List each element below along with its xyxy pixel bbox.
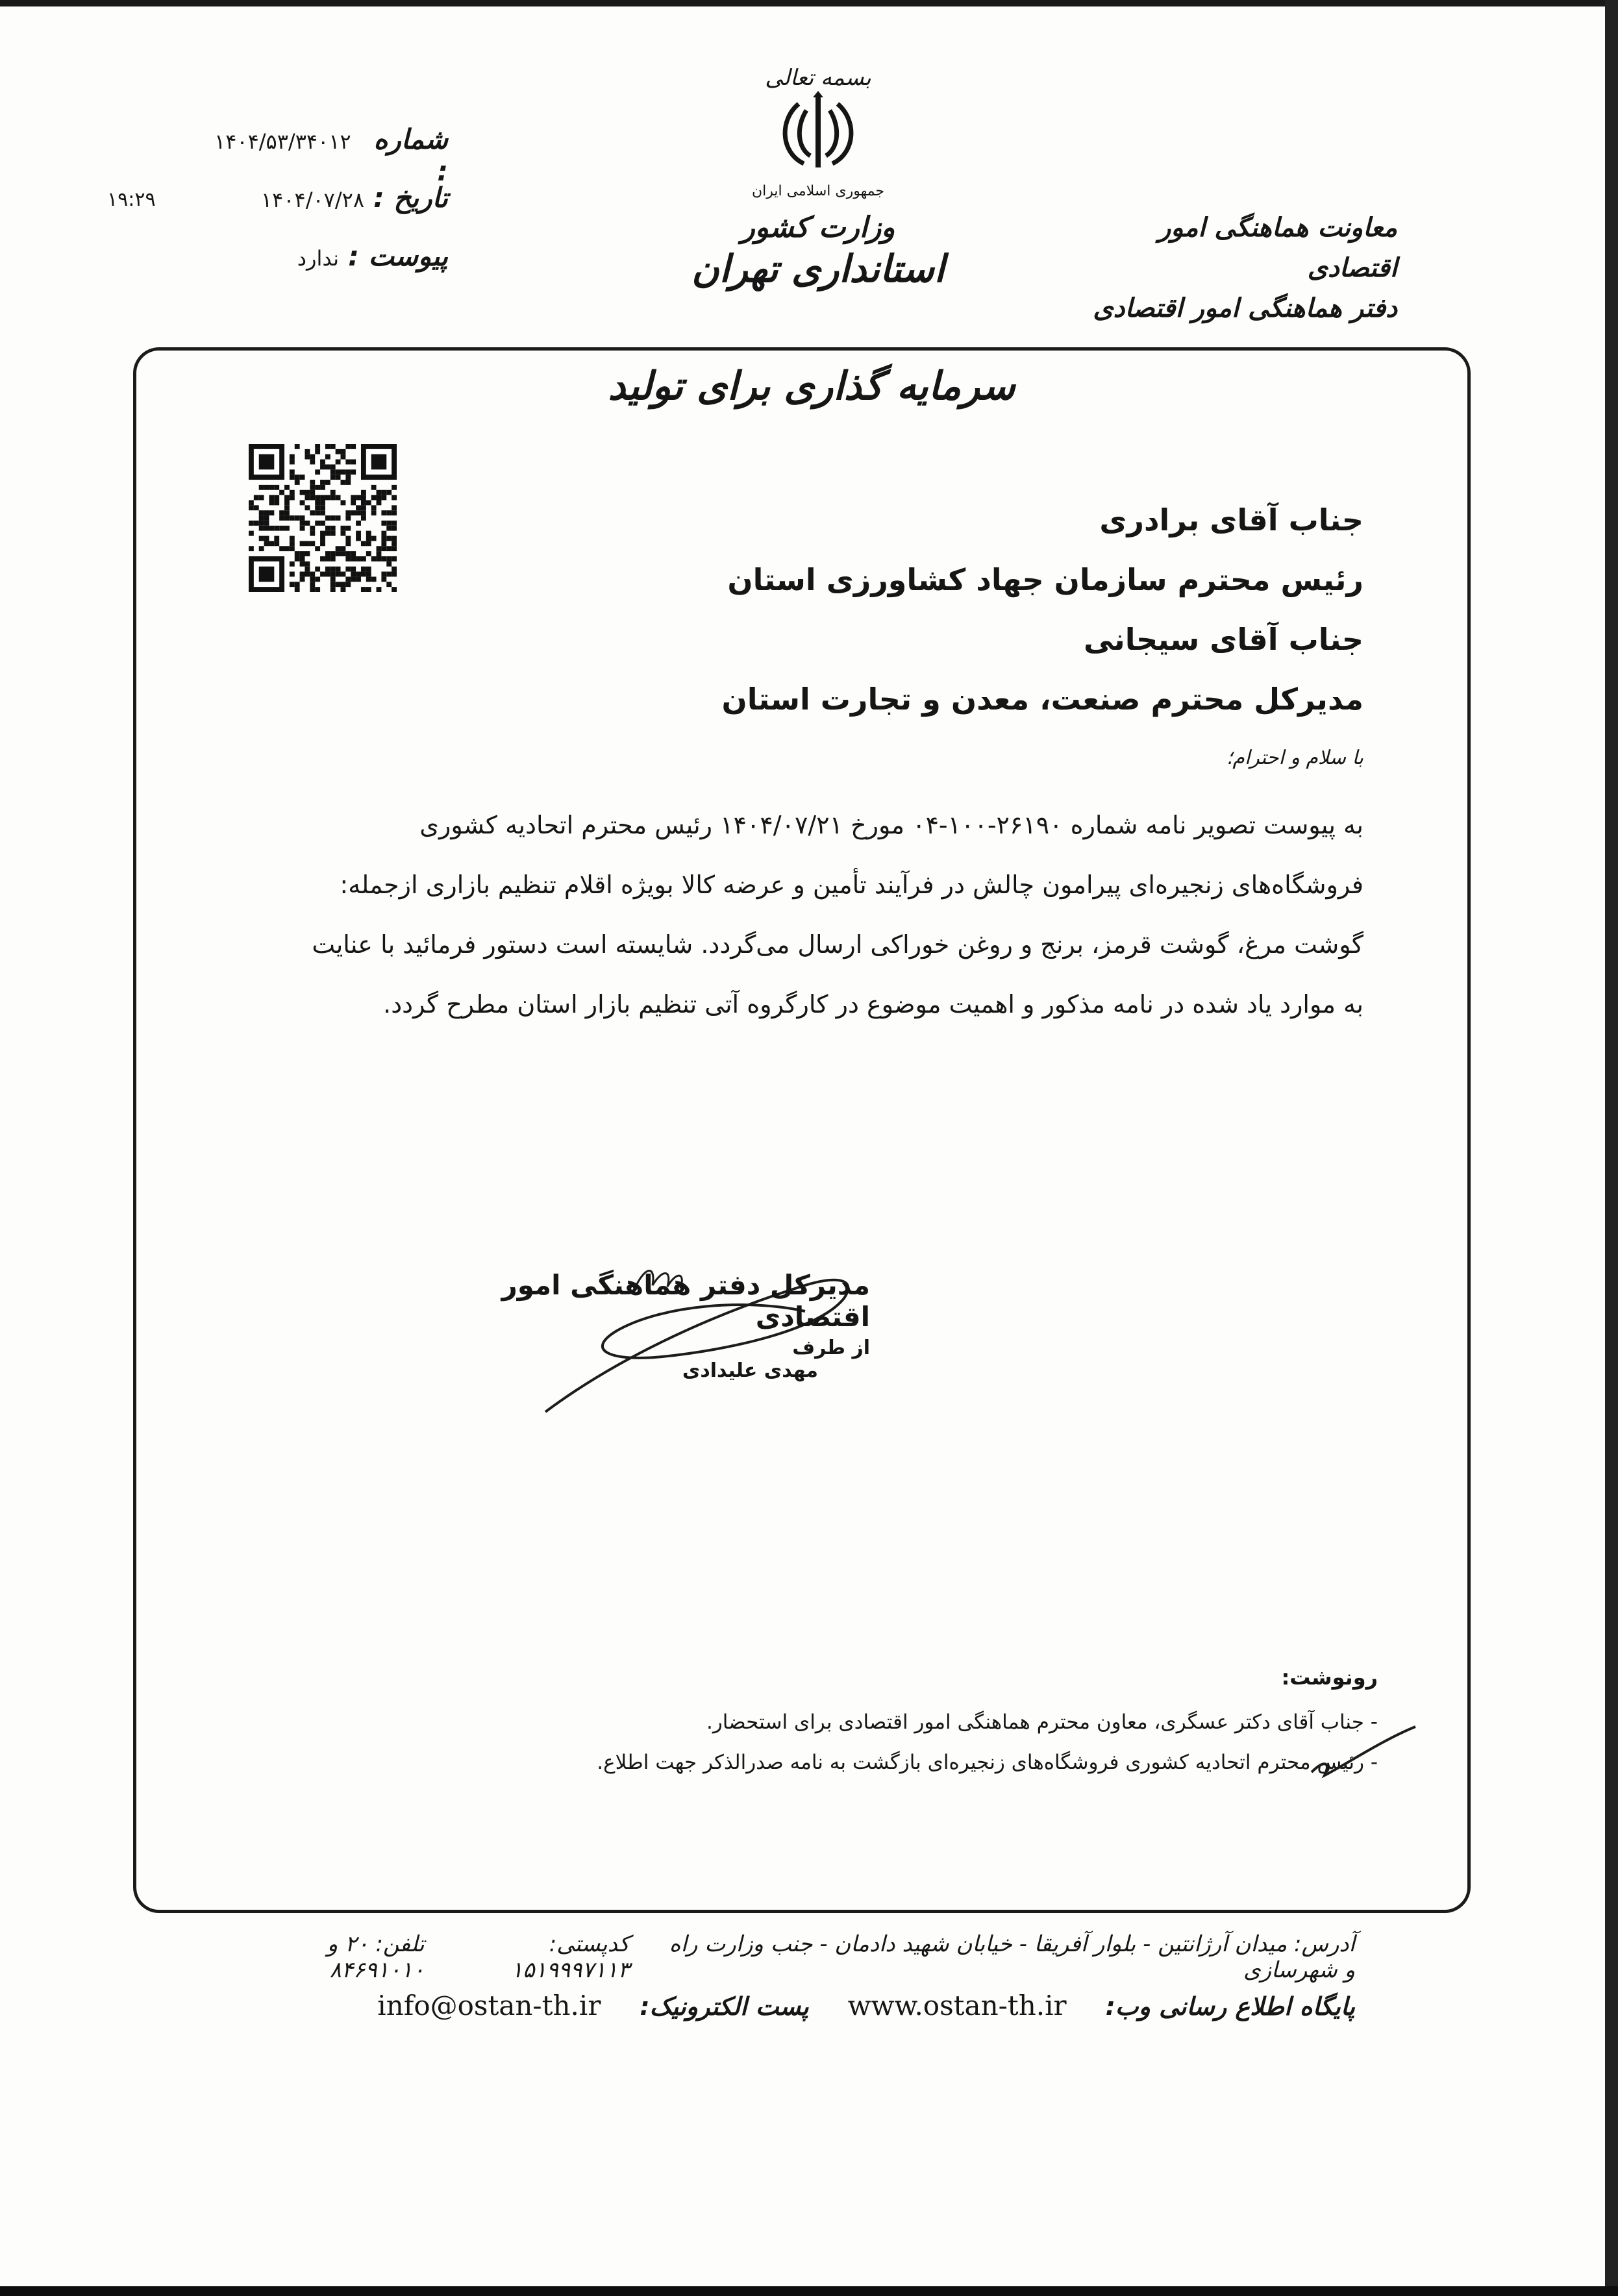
number-row [214, 123, 448, 187]
republic-label: جمهوری اسلامی ایران [751, 183, 885, 199]
cc-title: رونوشت: [1281, 1665, 1378, 1690]
body-line-2: فروشگاه‌های زنجیره‌ای پیرامون چالش در فرآیند تأمین و عرضه کالا بویژه اقلام تنظیم بازاری ازجمله: [340, 870, 1363, 899]
addressee-line-4: مدیرکل محترم صنعت، معدن و تجارت استان [721, 682, 1363, 717]
greeting: با سلام و احترام؛ [1226, 747, 1363, 769]
web-link[interactable]: www.ostan-th.ir [847, 1990, 1067, 2021]
iran-emblem-icon [773, 91, 864, 175]
letter-metadata [214, 123, 448, 299]
bismillah: بسمه تعالی [765, 65, 871, 91]
signature-name: مهدی علیدادی [682, 1359, 818, 1382]
department-block [1060, 208, 1397, 328]
department-line-2: دفتر هماهنگی امور اقتصادی [1093, 293, 1397, 323]
footer-address-row [251, 1931, 1355, 1983]
number-value: ۱۴۰۴/۵۳/۳۴۰۱۲ [214, 129, 351, 154]
footer-postal-code: کدپستی: ۱۵۱۹۹۹۷۱۱۳ [511, 1931, 630, 1983]
addressee-block [454, 490, 1363, 729]
province-label: استانداری تهران [691, 247, 945, 291]
body-line-1: به پیوست تصویر نامه شماره ۲۶۱۹۰-۱۰۰-۰۴ مورخ ۱۴۰۴/۰۷/۲۱ رئیس محترم اتحادیه کشوری [419, 811, 1363, 839]
scan-bottom-edge [0, 2286, 1618, 2296]
number-label: شماره : [373, 123, 448, 187]
attachment-row [214, 240, 448, 299]
cc-item-2: - رئیس محترم اتحادیه کشوری فروشگاه‌های زنجیره‌ای بازگشت به نامه صدرالذکر جهت اطلاع. [597, 1751, 1378, 1774]
footer-address: آدرس: میدان آرژانتین - بلوار آفریقا - خیابان شهید دادمان - جنب وزارت راه و شهرسازی [669, 1931, 1355, 1983]
scan-right-edge [1605, 0, 1618, 2296]
letter-body [247, 795, 1363, 1034]
date-label: تاریخ : [373, 182, 448, 214]
time-stamp: ۱۹:۲۹ [107, 188, 156, 211]
addressee-line-3: جناب آقای سیجانی [1083, 622, 1363, 657]
attachment-value: ندارد [297, 246, 340, 271]
cc-item-1: - جناب آقای دکتر عسگری، معاون محترم هماهنگی امور اقتصادی برای استحضار. [706, 1710, 1378, 1734]
signature-from: از طرف [792, 1337, 870, 1359]
qr-code-icon [235, 444, 410, 592]
addressee-line-1: جناب آقای برادری [1099, 502, 1363, 537]
slogan: سرمایه گذاری برای تولید [608, 364, 1015, 409]
email-label: پست الکترونیک: [640, 1992, 809, 2021]
cc-block [469, 1665, 1378, 1791]
signature-block [454, 1269, 870, 1382]
body-line-3: گوشت مرغ، گوشت قرمز، برنج و روغن خوراکی ارسال می‌گردد. شایسته است دستور فرمائید با عنایت [312, 930, 1363, 959]
scan-top-edge [0, 0, 1618, 6]
web-label: پایگاه اطلاع رسانی وب: [1105, 1992, 1355, 2021]
date-value: ۱۴۰۴/۰۷/۲۸ [260, 188, 364, 212]
letterhead-center [649, 65, 987, 291]
check-mark-icon [1305, 1714, 1422, 1785]
ministry-label: وزارت کشور [741, 211, 895, 244]
signature-title: مدیرکل دفتر هماهنگی امور اقتصادی [501, 1269, 870, 1333]
footer-phone: تلفن: ۲۰ و ۸۴۶۹۱۰۱۰ [327, 1931, 425, 1983]
date-row [214, 182, 448, 240]
addressee-line-2: رئیس محترم سازمان جهاد کشاورزی استان [727, 562, 1363, 597]
attachment-label: پیوست : [348, 240, 448, 272]
footer-web-row [251, 1990, 1355, 2021]
department-line-1: معاونت هماهنگی امور اقتصادی [1158, 213, 1397, 283]
email-link[interactable]: info@ostan-th.ir [377, 1990, 601, 2021]
body-line-4: به موارد یاد شده در نامه مذکور و اهمیت موضوع در کارگروه آتی تنظیم بازار استان مطرح گردد. [383, 990, 1363, 1018]
